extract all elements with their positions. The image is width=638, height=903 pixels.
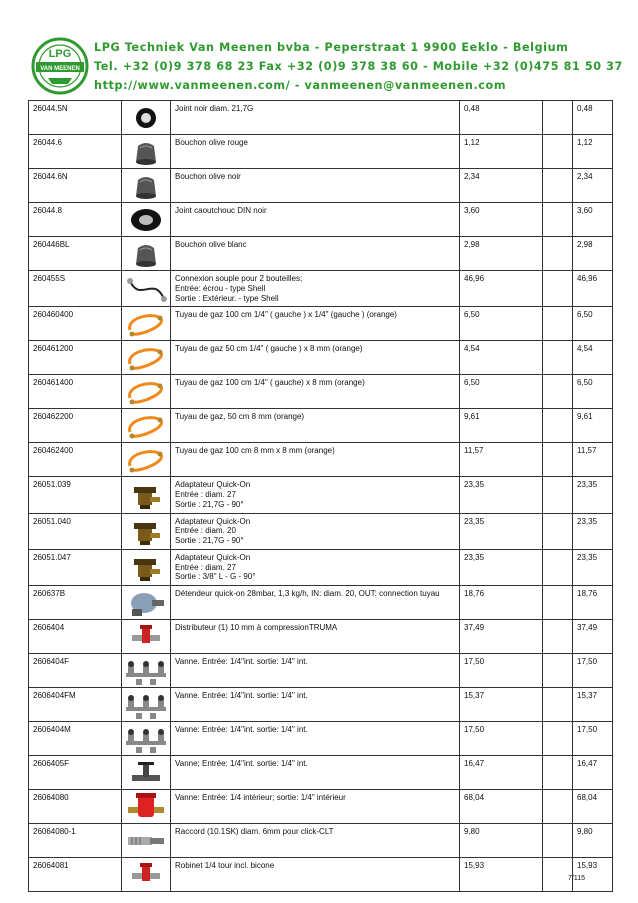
page-header <box>0 0 638 100</box>
description-line: Joint caoutchouc DIN noir <box>175 206 267 215</box>
table-row <box>29 513 613 549</box>
description-line: Vanne: Entrée: 1/4 intérieur; sortie: 1/4" intérieur <box>175 793 346 802</box>
table-row <box>29 790 613 824</box>
product-icon-adapter-brass <box>122 515 170 547</box>
table-row <box>29 135 613 169</box>
page-number: 7/115 <box>568 875 585 882</box>
table-row <box>29 477 613 513</box>
product-code: 2606404FM <box>29 688 122 722</box>
price-incl: 0,48 <box>573 101 613 135</box>
table-row <box>29 688 613 722</box>
product-code: 26044.5N <box>29 101 122 135</box>
description-line: Entrée : diam. 20 <box>175 526 236 536</box>
product-image-cell <box>122 513 171 549</box>
empty-cell <box>543 443 573 477</box>
price-incl: 17,50 <box>573 654 613 688</box>
table-row <box>29 341 613 375</box>
price-excl: 2,98 <box>460 237 543 271</box>
price-excl: 9,61 <box>460 409 543 443</box>
table-row <box>29 824 613 858</box>
price-incl: 23,35 <box>573 513 613 549</box>
price-incl: 15,93 <box>573 858 613 892</box>
header-address: LPG Techniek Van Meenen bvba - Peperstraat 1 9900 Eeklo - Belgium <box>94 41 569 54</box>
description-line: Tuyau de gaz 100 cm 8 mm x 8 mm (orange) <box>175 446 335 456</box>
description-line: Détendeur quick-on 28mbar, 1,3 kg/h, IN: diam. 20, OUT: connection tuyau <box>175 589 440 598</box>
product-image-cell <box>122 203 171 237</box>
empty-cell <box>543 756 573 790</box>
product-icon-valve-single <box>122 757 170 789</box>
product-description <box>171 237 460 271</box>
price-excl: 68,04 <box>460 790 543 824</box>
product-image-cell <box>122 169 171 203</box>
price-incl: 16,47 <box>573 756 613 790</box>
empty-cell <box>543 203 573 237</box>
description-line: Tuyau de gaz, 50 cm 8 mm (orange) <box>175 412 305 422</box>
price-incl: 6,50 <box>573 307 613 341</box>
product-code: 26064080-1 <box>29 824 122 858</box>
table-row <box>29 237 613 271</box>
product-table <box>28 100 613 892</box>
product-description <box>171 409 460 443</box>
price-incl: 37,49 <box>573 620 613 654</box>
description-line: Joint noir diam. 21,7G <box>175 104 254 113</box>
product-code: 26064081 <box>29 858 122 892</box>
price-incl: 15,37 <box>573 688 613 722</box>
product-description <box>171 620 460 654</box>
table-row <box>29 549 613 585</box>
table-row <box>29 722 613 756</box>
product-image-cell <box>122 237 171 271</box>
empty-cell <box>543 307 573 341</box>
product-image-cell <box>122 790 171 824</box>
price-incl: 6,50 <box>573 375 613 409</box>
empty-cell <box>543 169 573 203</box>
price-incl: 23,35 <box>573 549 613 585</box>
product-image-cell <box>122 688 171 722</box>
empty-cell <box>543 135 573 169</box>
description-line: Robinet 1/4 tour incl. bicone <box>175 861 275 870</box>
empty-cell <box>543 620 573 654</box>
product-description <box>171 586 460 620</box>
product-image-cell <box>122 341 171 375</box>
product-code: 26064080 <box>29 790 122 824</box>
product-description <box>171 375 460 409</box>
product-icon-cap-grey <box>122 238 170 270</box>
product-description <box>171 824 460 858</box>
description-line: Vanne; Entrée: 1/4"int. sortie: 1/4" int. <box>175 759 308 768</box>
product-icon-valve-red <box>122 859 170 891</box>
product-icon-coupling <box>122 825 170 857</box>
price-incl: 9,61 <box>573 409 613 443</box>
empty-cell <box>543 722 573 756</box>
price-excl: 0,48 <box>460 101 543 135</box>
description-line: Adaptateur Quick-On <box>175 480 251 490</box>
product-image-cell <box>122 135 171 169</box>
product-code: 2606404M <box>29 722 122 756</box>
product-code: 26051.047 <box>29 549 122 585</box>
price-incl: 2,98 <box>573 237 613 271</box>
price-incl: 4,54 <box>573 341 613 375</box>
price-excl: 15,93 <box>460 858 543 892</box>
product-description <box>171 203 460 237</box>
description-line: Sortie : Extérieur. - type Shell <box>175 293 279 303</box>
price-incl: 17,50 <box>573 722 613 756</box>
empty-cell <box>543 341 573 375</box>
logo-mid-text: VAN MEENEN <box>40 66 80 72</box>
product-image-cell <box>122 549 171 585</box>
product-description <box>171 654 460 688</box>
product-code: 26044.8 <box>29 203 122 237</box>
empty-cell <box>543 101 573 135</box>
price-excl: 17,50 <box>460 722 543 756</box>
product-description <box>171 858 460 892</box>
price-excl: 6,50 <box>460 307 543 341</box>
empty-cell <box>543 688 573 722</box>
price-excl: 3,60 <box>460 203 543 237</box>
price-excl: 15,37 <box>460 688 543 722</box>
description-line: Sortie : 21,7G - 90° <box>175 536 244 545</box>
product-icon-regulator <box>122 587 170 619</box>
price-excl: 4,54 <box>460 341 543 375</box>
product-code: 2606404 <box>29 620 122 654</box>
table-row <box>29 307 613 341</box>
product-icon-cap-grey <box>122 136 170 168</box>
product-code: 260455S <box>29 271 122 307</box>
table-row <box>29 858 613 892</box>
description-line: Tuyau de gaz 50 cm 1/4" ( gauche ) x 8 mm (orange) <box>175 344 363 354</box>
empty-cell <box>543 409 573 443</box>
product-description <box>171 101 460 135</box>
product-code: 260461200 <box>29 341 122 375</box>
product-description <box>171 307 460 341</box>
product-description <box>171 756 460 790</box>
product-code: 2606405F <box>29 756 122 790</box>
table-row <box>29 654 613 688</box>
price-incl: 23,35 <box>573 477 613 513</box>
product-image-cell <box>122 443 171 477</box>
description-line: Vanne: Entrée: 1/4"int. sortie: 1/4" int. <box>175 725 308 734</box>
product-image-cell <box>122 858 171 892</box>
product-image-cell <box>122 101 171 135</box>
product-icon-valve-multi <box>122 723 170 755</box>
product-icon-valve-multi <box>122 655 170 687</box>
empty-cell <box>543 237 573 271</box>
product-code: 260446BL <box>29 237 122 271</box>
table-row <box>29 620 613 654</box>
description-line: Bouchon olive noir <box>175 172 241 181</box>
empty-cell <box>543 549 573 585</box>
product-icon-valve-red-big <box>122 791 170 823</box>
product-code: 26051.039 <box>29 477 122 513</box>
empty-cell <box>543 513 573 549</box>
description-line: Adaptateur Quick-On <box>175 552 251 562</box>
product-image-cell <box>122 586 171 620</box>
product-icon-valve-multi <box>122 689 170 721</box>
description-line: Raccord (10.1SK) diam. 6mm pour click-CLT <box>175 827 334 836</box>
product-description <box>171 271 460 307</box>
price-excl: 37,49 <box>460 620 543 654</box>
description-line: Sortie : 21,7G - 90° <box>175 499 244 509</box>
empty-cell <box>543 824 573 858</box>
table-row <box>29 443 613 477</box>
description-line: Sortie : 3/8" L - G - 90° <box>175 572 256 582</box>
price-excl: 46,96 <box>460 271 543 307</box>
description-line: Entrée : diam. 27 <box>175 562 236 572</box>
empty-cell <box>543 477 573 513</box>
price-incl: 68,04 <box>573 790 613 824</box>
company-logo <box>30 36 90 96</box>
product-description <box>171 443 460 477</box>
table-row <box>29 409 613 443</box>
product-image-cell <box>122 409 171 443</box>
price-incl: 46,96 <box>573 271 613 307</box>
description-line: Vanne. Entrée: 1/4"int. sortie: 1/4" int. <box>175 657 308 666</box>
price-excl: 1,12 <box>460 135 543 169</box>
description-line: Connexion souple pour 2 bouteilles; <box>175 274 303 283</box>
product-icon-hose-black <box>122 273 170 305</box>
table-row <box>29 169 613 203</box>
product-image-cell <box>122 722 171 756</box>
price-excl: 11,57 <box>460 443 543 477</box>
empty-cell <box>543 375 573 409</box>
description-line: Tuyau de gaz 100 cm 1/4" ( gauche) x 8 mm (orange) <box>175 378 365 388</box>
product-description <box>171 722 460 756</box>
product-image-cell <box>122 620 171 654</box>
product-icon-ring-black-big <box>122 204 170 236</box>
product-image-cell <box>122 824 171 858</box>
description-line: Bouchon olive blanc <box>175 240 247 249</box>
product-code: 260460400 <box>29 307 122 341</box>
product-description <box>171 513 460 549</box>
empty-cell <box>543 654 573 688</box>
product-image-cell <box>122 307 171 341</box>
product-icon-adapter-brass <box>122 479 170 511</box>
price-excl: 23,35 <box>460 477 543 513</box>
product-description <box>171 135 460 169</box>
price-incl: 3,60 <box>573 203 613 237</box>
price-excl: 9,80 <box>460 824 543 858</box>
price-incl: 1,12 <box>573 135 613 169</box>
product-icon-adapter-brass <box>122 551 170 583</box>
product-image-cell <box>122 654 171 688</box>
product-icon-ring-black <box>122 102 170 134</box>
empty-cell <box>543 271 573 307</box>
product-code: 26044.6 <box>29 135 122 169</box>
table-row <box>29 586 613 620</box>
table-row <box>29 203 613 237</box>
product-icon-hose-orange <box>122 444 170 476</box>
product-icon-valve-red <box>122 621 170 653</box>
table-row <box>29 375 613 409</box>
product-description <box>171 549 460 585</box>
product-description <box>171 688 460 722</box>
description-line: Tuyau de gaz 100 cm 1/4" ( gauche ) x 1/4" (gauche ) (orange) <box>175 310 397 320</box>
price-incl: 11,57 <box>573 443 613 477</box>
product-description <box>171 477 460 513</box>
price-excl: 6,50 <box>460 375 543 409</box>
product-code: 260461400 <box>29 375 122 409</box>
product-description <box>171 790 460 824</box>
product-code: 260637B <box>29 586 122 620</box>
header-phone: Tel. +32 (0)9 378 68 23 Fax +32 (0)9 378 38 60 - Mobile +32 (0)475 81 50 37 <box>94 60 623 73</box>
product-code: 2606404F <box>29 654 122 688</box>
empty-cell <box>543 790 573 824</box>
table-row <box>29 271 613 307</box>
description-line: Vanne. Entrée: 1/4"int. sortie: 1/4" int. <box>175 691 308 700</box>
price-incl: 18,76 <box>573 586 613 620</box>
logo-top-text: LPG <box>48 48 72 60</box>
table-row <box>29 756 613 790</box>
description-line: Entrée : diam. 27 <box>175 490 236 499</box>
product-icon-cap-grey <box>122 170 170 202</box>
description-line: Distributeur (1) 10 mm à compressionTRUMA <box>175 623 338 632</box>
product-description <box>171 341 460 375</box>
product-code: 26051.040 <box>29 513 122 549</box>
price-incl: 2,34 <box>573 169 613 203</box>
product-code: 260462400 <box>29 443 122 477</box>
product-icon-hose-orange <box>122 376 170 408</box>
product-icon-hose-orange <box>122 308 170 340</box>
product-image-cell <box>122 375 171 409</box>
price-incl: 9,80 <box>573 824 613 858</box>
product-code: 26044.6N <box>29 169 122 203</box>
product-icon-hose-orange <box>122 342 170 374</box>
table-row <box>29 101 613 135</box>
product-image-cell <box>122 271 171 307</box>
product-code: 260462200 <box>29 409 122 443</box>
price-excl: 23,35 <box>460 513 543 549</box>
header-web: http://www.vanmeenen.com/ - vanmeenen@vanmeenen.com <box>94 79 507 92</box>
price-excl: 18,76 <box>460 586 543 620</box>
price-excl: 17,50 <box>460 654 543 688</box>
price-excl: 2,34 <box>460 169 543 203</box>
product-image-cell <box>122 477 171 513</box>
product-description <box>171 169 460 203</box>
product-image-cell <box>122 756 171 790</box>
product-icon-hose-orange <box>122 410 170 442</box>
price-excl: 23,35 <box>460 549 543 585</box>
empty-cell <box>543 586 573 620</box>
description-line: Bouchon olive rouge <box>175 138 248 147</box>
price-excl: 16,47 <box>460 756 543 790</box>
description-line: Adaptateur Quick-On <box>175 516 251 526</box>
description-line: Entrée: écrou - type Shell <box>175 283 266 293</box>
